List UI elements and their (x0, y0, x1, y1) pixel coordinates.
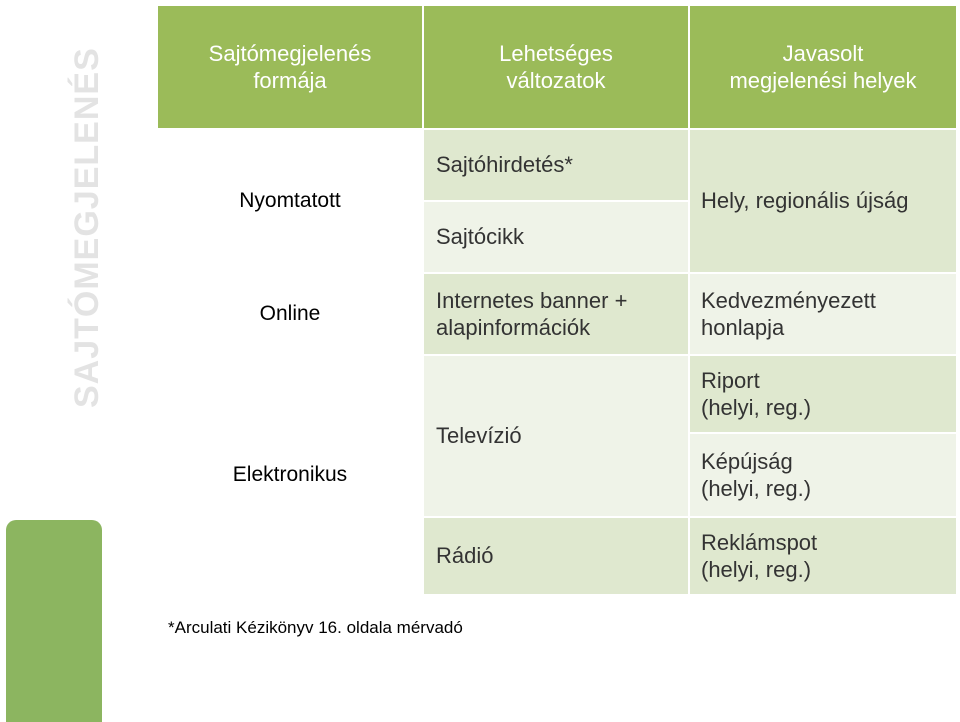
place-report: Riport (helyi, reg.) (690, 356, 956, 432)
variant-television: Televízió (424, 356, 688, 516)
variant-press-article: Sajtócikk (424, 202, 688, 272)
header-variants: Lehetséges változatok (424, 6, 688, 128)
variant-radio: Rádió (424, 518, 688, 594)
footnote: *Arculati Kézikönyv 16. oldala mérvadó (168, 618, 463, 637)
variant-online-banner: Internetes banner + alapinformációk (424, 274, 688, 354)
place-teletext: Képújság (helyi, reg.) (690, 434, 956, 516)
variant-press-ad: Sajtóhirdetés* (424, 130, 688, 200)
label-print: Nyomtatott (158, 130, 422, 272)
place-regional-newspaper: Hely, regionális újság (690, 130, 956, 272)
decorative-tab (6, 520, 102, 722)
label-online: Online (158, 274, 422, 354)
header-places: Javasolt megjelenési helyek (690, 6, 956, 128)
place-ad-spot: Reklámspot (helyi, reg.) (690, 518, 956, 594)
header-form: Sajtómegjelenés formája (158, 6, 422, 128)
side-title: SAJTÓMEGJELENÉS (68, 47, 106, 408)
place-beneficiary-website: Kedvezményezett honlapja (690, 274, 956, 354)
label-electronic: Elektronikus (158, 356, 422, 594)
